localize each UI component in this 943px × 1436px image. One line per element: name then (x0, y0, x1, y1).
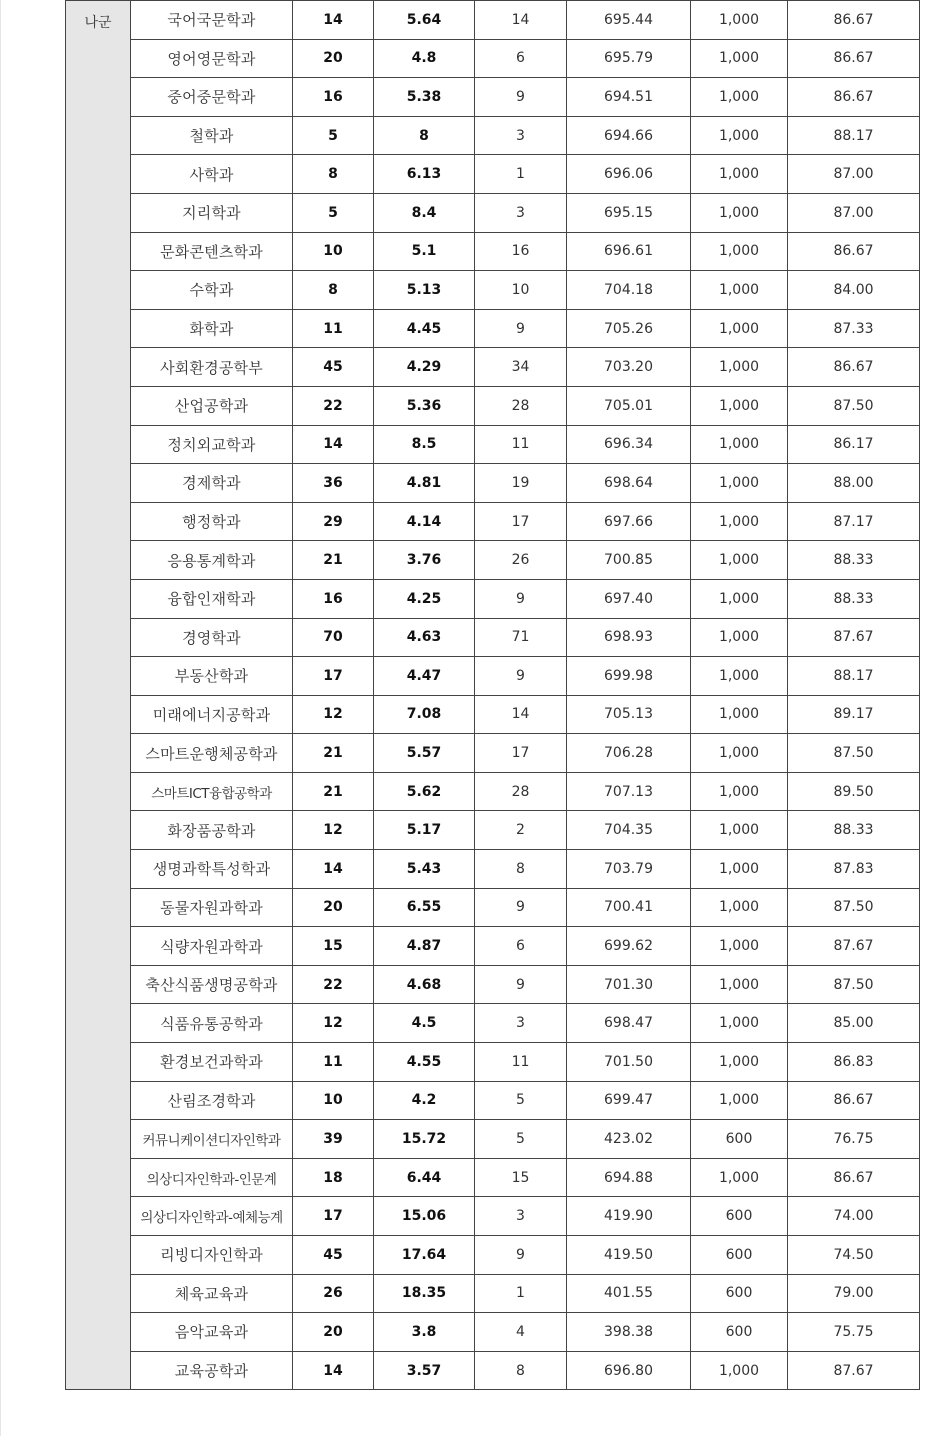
waitlist-cell: 28 (475, 772, 567, 811)
score-cell: 697.66 (567, 502, 691, 541)
percent-cell: 87.50 (788, 888, 920, 927)
waitlist-cell: 11 (475, 1043, 567, 1082)
competition-ratio-cell: 8.5 (374, 425, 475, 464)
dept-cell: 의상디자인학과-인문계 (131, 1158, 293, 1197)
table-row (66, 116, 920, 155)
waitlist-cell: 71 (475, 618, 567, 657)
score-cell: 706.28 (567, 734, 691, 773)
quota-cell: 5 (293, 193, 374, 232)
full-score-cell: 1,000 (691, 1004, 788, 1043)
table-row (66, 193, 920, 232)
table-row (66, 39, 920, 78)
table-row (66, 618, 920, 657)
score-cell: 701.50 (567, 1043, 691, 1082)
percent-cell: 86.67 (788, 39, 920, 78)
table-row (66, 811, 920, 850)
competition-ratio-cell: 4.47 (374, 657, 475, 696)
competition-ratio-cell: 5.13 (374, 271, 475, 310)
waitlist-cell: 3 (475, 1197, 567, 1236)
waitlist-cell: 6 (475, 39, 567, 78)
quota-cell: 11 (293, 309, 374, 348)
percent-cell: 88.00 (788, 464, 920, 503)
table-row (66, 1351, 920, 1390)
full-score-cell: 600 (691, 1120, 788, 1159)
quota-cell: 15 (293, 927, 374, 966)
score-cell: 705.26 (567, 309, 691, 348)
quota-cell: 22 (293, 965, 374, 1004)
admission-results-table (65, 0, 920, 1390)
quota-cell: 26 (293, 1274, 374, 1313)
percent-cell: 88.33 (788, 541, 920, 580)
competition-ratio-cell: 17.64 (374, 1236, 475, 1275)
percent-cell: 87.67 (788, 927, 920, 966)
quota-cell: 39 (293, 1120, 374, 1159)
competition-ratio-cell: 3.57 (374, 1351, 475, 1390)
score-cell: 696.34 (567, 425, 691, 464)
percent-cell: 76.75 (788, 1120, 920, 1159)
quota-cell: 5 (293, 116, 374, 155)
waitlist-cell: 1 (475, 1274, 567, 1313)
full-score-cell: 600 (691, 1236, 788, 1275)
competition-ratio-cell: 5.1 (374, 232, 475, 271)
table-row (66, 1313, 920, 1352)
table-row (66, 1236, 920, 1275)
percent-cell: 74.00 (788, 1197, 920, 1236)
dept-cell: 축산식품생명공학과 (131, 965, 293, 1004)
waitlist-cell: 9 (475, 579, 567, 618)
full-score-cell: 1,000 (691, 386, 788, 425)
dept-cell: 음악교육과 (131, 1313, 293, 1352)
competition-ratio-cell: 4.14 (374, 502, 475, 541)
competition-ratio-cell: 4.45 (374, 309, 475, 348)
full-score-cell: 600 (691, 1313, 788, 1352)
dept-cell: 산림조경학과 (131, 1081, 293, 1120)
waitlist-cell: 14 (475, 695, 567, 734)
dept-cell: 리빙디자인학과 (131, 1236, 293, 1275)
left-border (0, 0, 1, 1436)
table-row (66, 386, 920, 425)
full-score-cell: 1,000 (691, 464, 788, 503)
score-cell: 703.79 (567, 850, 691, 889)
quota-cell: 36 (293, 464, 374, 503)
score-cell: 419.90 (567, 1197, 691, 1236)
table-row (66, 232, 920, 271)
waitlist-cell: 9 (475, 309, 567, 348)
competition-ratio-cell: 8 (374, 116, 475, 155)
table-row (66, 541, 920, 580)
score-cell: 423.02 (567, 1120, 691, 1159)
competition-ratio-cell: 7.08 (374, 695, 475, 734)
percent-cell: 86.67 (788, 1081, 920, 1120)
quota-cell: 45 (293, 1236, 374, 1275)
dept-cell: 경제학과 (131, 464, 293, 503)
competition-ratio-cell: 5.38 (374, 78, 475, 117)
competition-ratio-cell: 4.87 (374, 927, 475, 966)
full-score-cell: 1,000 (691, 1, 788, 40)
competition-ratio-cell: 5.36 (374, 386, 475, 425)
full-score-cell: 1,000 (691, 309, 788, 348)
waitlist-cell: 15 (475, 1158, 567, 1197)
score-cell: 694.51 (567, 78, 691, 117)
waitlist-cell: 3 (475, 1004, 567, 1043)
quota-cell: 12 (293, 1004, 374, 1043)
score-cell: 696.06 (567, 155, 691, 194)
percent-cell: 87.83 (788, 850, 920, 889)
percent-cell: 88.33 (788, 811, 920, 850)
waitlist-cell: 4 (475, 1313, 567, 1352)
table-row (66, 927, 920, 966)
full-score-cell: 1,000 (691, 965, 788, 1004)
waitlist-cell: 34 (475, 348, 567, 387)
competition-ratio-cell: 5.17 (374, 811, 475, 850)
waitlist-cell: 26 (475, 541, 567, 580)
table-row (66, 1158, 920, 1197)
table-row (66, 78, 920, 117)
dept-cell: 응용통계학과 (131, 541, 293, 580)
percent-cell: 89.17 (788, 695, 920, 734)
score-cell: 705.13 (567, 695, 691, 734)
waitlist-cell: 3 (475, 116, 567, 155)
percent-cell: 86.67 (788, 78, 920, 117)
waitlist-cell: 9 (475, 1236, 567, 1275)
competition-ratio-cell: 4.81 (374, 464, 475, 503)
full-score-cell: 1,000 (691, 657, 788, 696)
competition-ratio-cell: 6.55 (374, 888, 475, 927)
table-row (66, 502, 920, 541)
score-cell: 707.13 (567, 772, 691, 811)
quota-cell: 45 (293, 348, 374, 387)
quota-cell: 8 (293, 271, 374, 310)
score-cell: 698.64 (567, 464, 691, 503)
quota-cell: 14 (293, 425, 374, 464)
score-cell: 700.85 (567, 541, 691, 580)
full-score-cell: 1,000 (691, 850, 788, 889)
quota-cell: 18 (293, 1158, 374, 1197)
waitlist-cell: 10 (475, 271, 567, 310)
percent-cell: 75.75 (788, 1313, 920, 1352)
full-score-cell: 1,000 (691, 734, 788, 773)
score-cell: 699.62 (567, 927, 691, 966)
competition-ratio-cell: 15.06 (374, 1197, 475, 1236)
score-cell: 704.35 (567, 811, 691, 850)
competition-ratio-cell: 5.43 (374, 850, 475, 889)
waitlist-cell: 2 (475, 811, 567, 850)
dept-cell: 미래에너지공학과 (131, 695, 293, 734)
percent-cell: 86.83 (788, 1043, 920, 1082)
competition-ratio-cell: 4.25 (374, 579, 475, 618)
waitlist-cell: 6 (475, 927, 567, 966)
percent-cell: 85.00 (788, 1004, 920, 1043)
dept-cell: 정치외교학과 (131, 425, 293, 464)
waitlist-cell: 3 (475, 193, 567, 232)
dept-cell: 융합인재학과 (131, 579, 293, 618)
competition-ratio-cell: 4.63 (374, 618, 475, 657)
waitlist-cell: 9 (475, 78, 567, 117)
table-row (66, 309, 920, 348)
quota-cell: 10 (293, 1081, 374, 1120)
table-row (66, 1274, 920, 1313)
percent-cell: 87.67 (788, 618, 920, 657)
competition-ratio-cell: 5.62 (374, 772, 475, 811)
full-score-cell: 1,000 (691, 116, 788, 155)
dept-cell: 교육공학과 (131, 1351, 293, 1390)
waitlist-cell: 28 (475, 386, 567, 425)
dept-cell: 산업공학과 (131, 386, 293, 425)
full-score-cell: 1,000 (691, 78, 788, 117)
dept-cell: 부동산학과 (131, 657, 293, 696)
quota-cell: 21 (293, 772, 374, 811)
table-row (66, 271, 920, 310)
dept-cell: 생명과학특성학과 (131, 850, 293, 889)
competition-ratio-cell: 15.72 (374, 1120, 475, 1159)
quota-cell: 12 (293, 695, 374, 734)
dept-cell: 영어영문학과 (131, 39, 293, 78)
score-cell: 698.47 (567, 1004, 691, 1043)
quota-cell: 21 (293, 734, 374, 773)
waitlist-cell: 19 (475, 464, 567, 503)
quota-cell: 20 (293, 39, 374, 78)
full-score-cell: 1,000 (691, 39, 788, 78)
competition-ratio-cell: 5.64 (374, 1, 475, 40)
quota-cell: 8 (293, 155, 374, 194)
score-cell: 401.55 (567, 1274, 691, 1313)
full-score-cell: 1,000 (691, 502, 788, 541)
table-row (66, 657, 920, 696)
score-cell: 699.47 (567, 1081, 691, 1120)
full-score-cell: 1,000 (691, 271, 788, 310)
score-cell: 701.30 (567, 965, 691, 1004)
score-cell: 419.50 (567, 1236, 691, 1275)
full-score-cell: 1,000 (691, 155, 788, 194)
table-row (66, 155, 920, 194)
percent-cell: 79.00 (788, 1274, 920, 1313)
quota-cell: 29 (293, 502, 374, 541)
table-row (66, 965, 920, 1004)
dept-cell: 철학과 (131, 116, 293, 155)
percent-cell: 88.17 (788, 657, 920, 696)
table-row (66, 1004, 920, 1043)
table-row (66, 348, 920, 387)
percent-cell: 88.17 (788, 116, 920, 155)
score-cell: 698.93 (567, 618, 691, 657)
percent-cell: 89.50 (788, 772, 920, 811)
competition-ratio-cell: 4.8 (374, 39, 475, 78)
waitlist-cell: 9 (475, 657, 567, 696)
dept-cell: 체육교육과 (131, 1274, 293, 1313)
full-score-cell: 1,000 (691, 927, 788, 966)
table-row (66, 734, 920, 773)
full-score-cell: 1,000 (691, 811, 788, 850)
waitlist-cell: 5 (475, 1081, 567, 1120)
percent-cell: 87.33 (788, 309, 920, 348)
dept-cell: 국어국문학과 (131, 1, 293, 40)
quota-cell: 10 (293, 232, 374, 271)
competition-ratio-cell: 6.13 (374, 155, 475, 194)
percent-cell: 88.33 (788, 579, 920, 618)
quota-cell: 17 (293, 1197, 374, 1236)
table-row (66, 425, 920, 464)
percent-cell: 86.67 (788, 232, 920, 271)
dept-cell: 사회환경공학부 (131, 348, 293, 387)
dept-cell: 수학과 (131, 271, 293, 310)
table-row (66, 1197, 920, 1236)
dept-cell: 스마트운행체공학과 (131, 734, 293, 773)
table-row (66, 695, 920, 734)
score-cell: 696.61 (567, 232, 691, 271)
score-cell: 703.20 (567, 348, 691, 387)
full-score-cell: 1,000 (691, 579, 788, 618)
dept-cell: 행정학과 (131, 502, 293, 541)
competition-ratio-cell: 4.55 (374, 1043, 475, 1082)
competition-ratio-cell: 8.4 (374, 193, 475, 232)
percent-cell: 87.67 (788, 1351, 920, 1390)
competition-ratio-cell: 3.8 (374, 1313, 475, 1352)
group-label-cell: 나군 (66, 1, 131, 1390)
quota-cell: 16 (293, 579, 374, 618)
dept-cell: 사학과 (131, 155, 293, 194)
dept-cell: 스마트ICT융합공학과 (131, 772, 293, 811)
dept-cell: 화학과 (131, 309, 293, 348)
quota-cell: 14 (293, 1351, 374, 1390)
full-score-cell: 1,000 (691, 618, 788, 657)
waitlist-cell: 14 (475, 1, 567, 40)
score-cell: 398.38 (567, 1313, 691, 1352)
quota-cell: 21 (293, 541, 374, 580)
full-score-cell: 1,000 (691, 1043, 788, 1082)
percent-cell: 87.00 (788, 155, 920, 194)
dept-cell: 문화콘텐츠학과 (131, 232, 293, 271)
competition-ratio-cell: 18.35 (374, 1274, 475, 1313)
table-row (66, 1, 920, 40)
quota-cell: 22 (293, 386, 374, 425)
score-cell: 700.41 (567, 888, 691, 927)
competition-ratio-cell: 5.57 (374, 734, 475, 773)
table-row (66, 1120, 920, 1159)
percent-cell: 84.00 (788, 271, 920, 310)
quota-cell: 20 (293, 888, 374, 927)
score-cell: 695.15 (567, 193, 691, 232)
score-cell: 694.88 (567, 1158, 691, 1197)
dept-cell: 경영학과 (131, 618, 293, 657)
quota-cell: 11 (293, 1043, 374, 1082)
score-cell: 694.66 (567, 116, 691, 155)
competition-ratio-cell: 4.68 (374, 965, 475, 1004)
full-score-cell: 600 (691, 1274, 788, 1313)
dept-cell: 식량자원과학과 (131, 927, 293, 966)
dept-cell: 커뮤니케이션디자인학과 (131, 1120, 293, 1159)
full-score-cell: 1,000 (691, 1158, 788, 1197)
waitlist-cell: 5 (475, 1120, 567, 1159)
full-score-cell: 1,000 (691, 425, 788, 464)
competition-ratio-cell: 3.76 (374, 541, 475, 580)
full-score-cell: 1,000 (691, 193, 788, 232)
score-cell: 704.18 (567, 271, 691, 310)
percent-cell: 87.50 (788, 734, 920, 773)
percent-cell: 86.67 (788, 348, 920, 387)
waitlist-cell: 9 (475, 965, 567, 1004)
dept-cell: 식품유통공학과 (131, 1004, 293, 1043)
quota-cell: 14 (293, 850, 374, 889)
full-score-cell: 1,000 (691, 772, 788, 811)
quota-cell: 16 (293, 78, 374, 117)
dept-cell: 환경보건과학과 (131, 1043, 293, 1082)
table-row (66, 464, 920, 503)
percent-cell: 86.67 (788, 1, 920, 40)
full-score-cell: 1,000 (691, 695, 788, 734)
percent-cell: 74.50 (788, 1236, 920, 1275)
full-score-cell: 1,000 (691, 888, 788, 927)
percent-cell: 87.50 (788, 965, 920, 1004)
percent-cell: 87.50 (788, 386, 920, 425)
waitlist-cell: 8 (475, 1351, 567, 1390)
score-cell: 697.40 (567, 579, 691, 618)
quota-cell: 14 (293, 1, 374, 40)
waitlist-cell: 11 (475, 425, 567, 464)
percent-cell: 86.67 (788, 1158, 920, 1197)
competition-ratio-cell: 4.5 (374, 1004, 475, 1043)
full-score-cell: 1,000 (691, 232, 788, 271)
dept-cell: 화장품공학과 (131, 811, 293, 850)
table-row (66, 579, 920, 618)
percent-cell: 86.17 (788, 425, 920, 464)
full-score-cell: 1,000 (691, 1081, 788, 1120)
waitlist-cell: 1 (475, 155, 567, 194)
competition-ratio-cell: 6.44 (374, 1158, 475, 1197)
waitlist-cell: 9 (475, 888, 567, 927)
score-cell: 696.80 (567, 1351, 691, 1390)
waitlist-cell: 17 (475, 734, 567, 773)
percent-cell: 87.17 (788, 502, 920, 541)
quota-cell: 20 (293, 1313, 374, 1352)
table-body (66, 1, 920, 1390)
full-score-cell: 1,000 (691, 348, 788, 387)
dept-cell: 지리학과 (131, 193, 293, 232)
quota-cell: 70 (293, 618, 374, 657)
score-cell: 695.79 (567, 39, 691, 78)
score-cell: 695.44 (567, 1, 691, 40)
competition-ratio-cell: 4.2 (374, 1081, 475, 1120)
quota-cell: 12 (293, 811, 374, 850)
score-cell: 705.01 (567, 386, 691, 425)
dept-cell: 의상디자인학과-예체능계 (131, 1197, 293, 1236)
percent-cell: 87.00 (788, 193, 920, 232)
waitlist-cell: 16 (475, 232, 567, 271)
score-cell: 699.98 (567, 657, 691, 696)
full-score-cell: 1,000 (691, 541, 788, 580)
table-row (66, 1081, 920, 1120)
dept-cell: 동물자원과학과 (131, 888, 293, 927)
waitlist-cell: 17 (475, 502, 567, 541)
quota-cell: 17 (293, 657, 374, 696)
full-score-cell: 600 (691, 1197, 788, 1236)
table-row (66, 772, 920, 811)
full-score-cell: 1,000 (691, 1351, 788, 1390)
competition-ratio-cell: 4.29 (374, 348, 475, 387)
table-row (66, 850, 920, 889)
table-row (66, 1043, 920, 1082)
waitlist-cell: 8 (475, 850, 567, 889)
table-row (66, 888, 920, 927)
dept-cell: 중어중문학과 (131, 78, 293, 117)
